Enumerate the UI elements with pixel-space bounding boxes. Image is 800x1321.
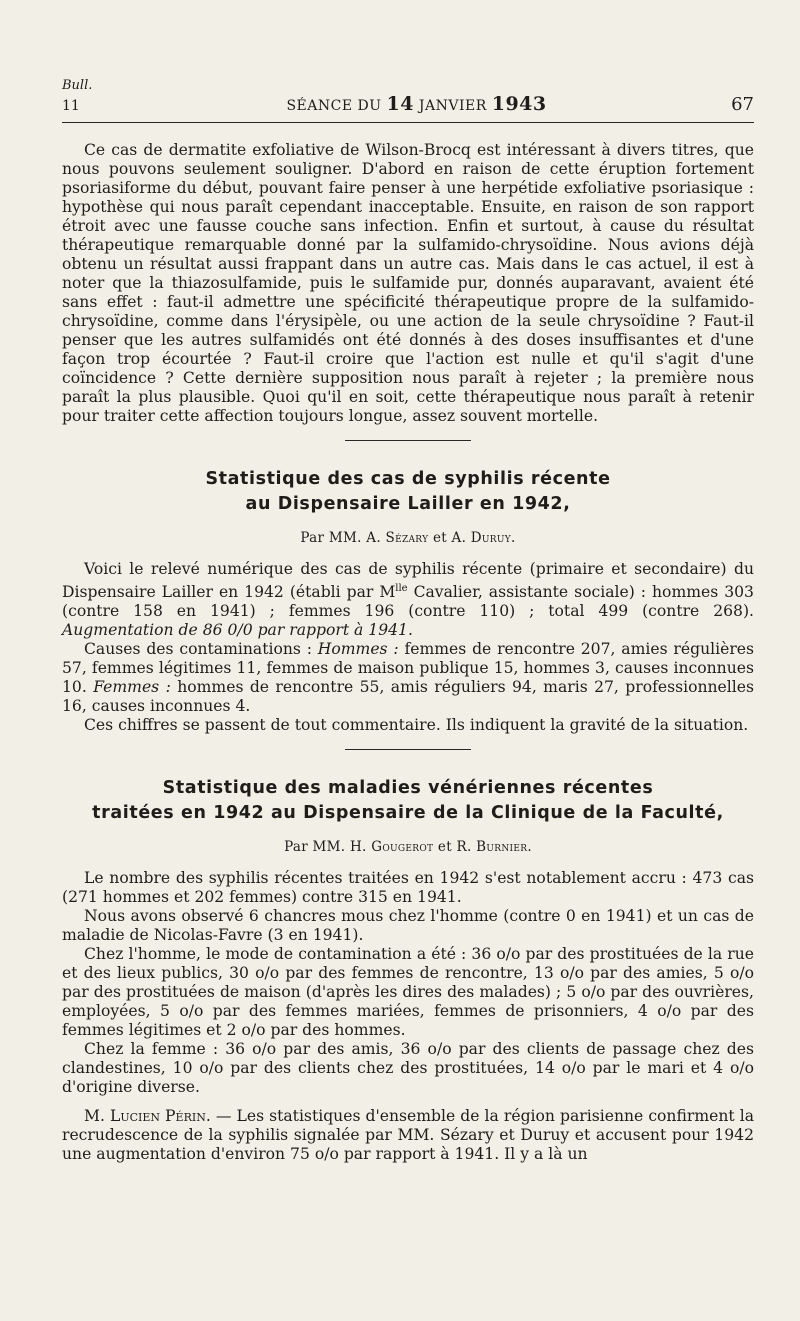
section2-paragraph-4: Chez la femme : 36 o/o par des amis, 36 o/o par des clients de passage chez des clandestines, 10 o/o par des clients chez des prostituées, 14 o/o par le mari et 4 o/o d'origine diverse. (62, 1040, 754, 1097)
page (62, 78, 754, 1164)
section1-paragraph-3: Ces chiffres se passent de tout commentaire. Ils indiquent la gravité de la situation. (84, 716, 749, 735)
issue-number: 11 (62, 98, 80, 114)
page-number: 67 (731, 94, 754, 115)
section2-paragraph-2: Nous avons observé 6 chancres mous chez l'homme (contre 0 en 1941) et un cas de maladie de Nicolas-Favre (3 en 1941). (62, 907, 754, 945)
section1-authors: Par MM. A. Sézary et A. Duruy. (300, 530, 516, 546)
section2-title: Statistique des maladies vénériennes récentes traitées en 1942 au Dispensaire de la Clinique de la Faculté, (92, 778, 724, 824)
section2-paragraph-3: Chez l'homme, le mode de contamination a été : 36 o/o par des prostituées de la rue et des lieux publics, 30 o/o par des femmes de rencontre, 13 o/o par des amies, 5 o/o par des prostituées de maison (d'après les dires des malades) ; 5 o/o par des ouvrières, employées, 5 o/o par des femmes mariées, femmes de prisonniers, 4 o/o par des femmes légitimes et 2 o/o par des hommes. (62, 945, 754, 1040)
section1-title: Statistique des cas de syphilis récente au Dispensaire Lailler en 1942, (205, 469, 611, 514)
session-date: SÉANCE DU 14 JANVIER 1943 (286, 93, 547, 115)
section1-paragraph-2: Causes des contaminations : Hommes : femmes de rencontre 207, amies régulières 57, femmes légitimes 11, femmes de maison publique 15, hommes 3, causes inconnues 10. Femmes : hommes de rencontre 55, amis réguliers 94, maris 27, professionnelles 16, causes inconnues 4. (62, 640, 755, 716)
section-separator (345, 749, 471, 750)
header-rule (62, 122, 754, 123)
section-separator (345, 440, 471, 441)
bulletin-label: Bull. (62, 78, 93, 93)
running-header (62, 94, 754, 116)
section1-paragraph-1: Voici le relevé numérique des cas de syphilis récente (primaire et secondaire) du Dispensaire Lailler en 1942 (établi par $M^{lle}$ Cavalier, assistante sociale) : hommes 303 (contre 158 en 1941) ; femmes 196 (contre 110) ; total 499 (contre 268). Augmentation de 86 0/0 par rapport à 1941. (62, 560, 754, 640)
intro-paragraph: Ce cas de dermatite exfoliative de Wilson-Brocq est intéressant à divers titres, que nous pouvons seulement souligner. D'abord en raison de cette éruption fortement psoriasiforme du début, pouvant faire penser à une herpétide exfoliative psoriasique : hypothèse qui nous paraît cependant inacceptable. Ensuite, en raison de son rapport étroit avec une fausse couche sans infection. Enfin et surtout, à cause du résultat thérapeutique remarquable donné par la sulfamido-chrysoïdine. Nous avions déjà obtenu un résultat aussi frappant dans un autre cas. Mais dans le cas actuel, il est à noter que la thiazosulfamide, puis le sulfamide pur, donnés auparavant, avaient été sans effet : faut-il admettre une spécificité thérapeutique propre de la sulfamido-chrysoïdine, comme dans l'érysipèle, ou une action de la seule chrysoïdine ? Faut-il penser que les autres sulfamidés ont été donnés à des doses insuffisantes et d'une façon trop écourtée ? Faut-il croire que l'action est nulle et qu'il s'agit d'une coïncidence ? Cette dernière supposition nous paraît à rejeter ; la première nous paraît la plus plausible. Quoi qu'il en soit, cette thérapeutique nous paraît à retenir pour traiter cette affection toujours longue, assez souvent mortelle. (62, 141, 754, 425)
speaker-name: M. Lucien Périn. (84, 1107, 211, 1126)
discussion-paragraph: M. Lucien Périn. — Les statistiques d'ensemble de la région parisienne confirment la recrudescence de la syphilis signalée par MM. Sézary et Duruy et accusent pour 1942 une augmentation d'environ 75 o/o par rapport à 1941. Il y a là un (62, 1107, 754, 1164)
section2-authors: Par MM. H. Gougerot et R. Burnier. (284, 839, 532, 856)
section2-paragraph-1: Le nombre des syphilis récentes traitées en 1942 s'est notablement accru : 473 cas (271 hommes et 202 femmes) contre 315 en 1941. (62, 869, 754, 907)
